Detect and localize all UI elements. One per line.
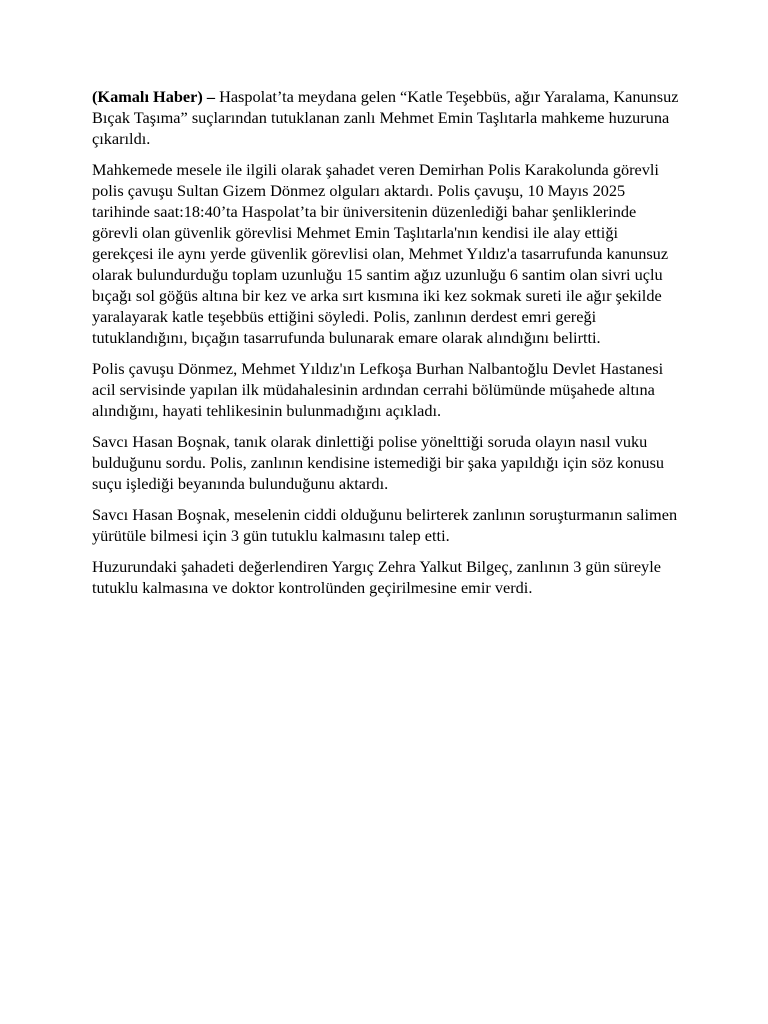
article-paragraph-6: Huzurundaki şahadeti değerlendiren Yargıç Zehra Yalkut Bilgeç, zanlının 3 gün süreyle tutuklu kalmasına ve doktor kontrolünden geçirilmesine emir verdi. <box>92 557 661 597</box>
article-paragraph-2: Mahkemede mesele ile ilgili olarak şahadet veren Demirhan Polis Karakolunda görevli polis çavuşu Sultan Gizem Dönmez olguları aktardı. Polis çavuşu, 10 Mayıs 2025 tarihinde saat:18:40’ta Haspolat’ta bir üniversitenin düzenlediği bahar şenliklerinde görevli olan güvenlik görevlisi Mehmet Emin Taşlıtarla'nın kendisi ile alay ettiği gerekçesi ile aynı yerde güvenlik görevlisi olan, Mehmet Yıldız'a tasarrufunda kanunsuz olarak bulundurduğu toplam uzunluğu 15 santim ağız uzunluğu 6 santim olan sivri uçlu bıçağı sol göğüs altına bir kez ve arka sırt kısmına iki kez sokmak sureti ile ağır şekilde yaralayarak katle teşebbüs ettiğini söyledi. Polis, zanlının derdest emri gereği tutuklandığını, bıçağın tasarrufunda bulunarak emare olarak alındığını belirtti. <box>92 160 669 347</box>
news-source-label: (Kamalı Haber) – <box>92 87 215 106</box>
article-paragraph-1 <box>92 86 682 149</box>
article-paragraph-3: Polis çavuşu Dönmez, Mehmet Yıldız'ın Lefkoşa Burhan Nalbantoğlu Devlet Hastanesi acil servisinde yapılan ilk müdahalesinin ardından cerrahi bölümünde müşahede altına alındığını, hayati tehlikesinin bulunmadığını açıkladı. <box>92 359 664 420</box>
article-paragraph-4: Savcı Hasan Boşnak, tanık olarak dinlettiği polise yönelttiği soruda olayın nasıl vuku bulduğunu sordu. Polis, zanlının kendisine istemediği bir şaka yapıldığı için söz konusu suçu işlediği beyanında bulunduğunu aktardı. <box>92 432 665 493</box>
article-body <box>92 86 682 608</box>
article-paragraph-5: Savcı Hasan Boşnak, meselenin ciddi olduğunu belirterek zanlının soruşturmanın salimen yürütüle bilmesi için 3 gün tutuklu kalmasını talep etti. <box>92 505 678 545</box>
paragraph-text: Haspolat’ta meydana gelen “Katle Teşebbüs, ağır Yaralama, Kanunsuz Bıçak Taşıma” suçlarından tutuklanan zanlı Mehmet Emin Taşlıtarla mahkeme huzuruna çıkarıldı. <box>92 87 679 148</box>
